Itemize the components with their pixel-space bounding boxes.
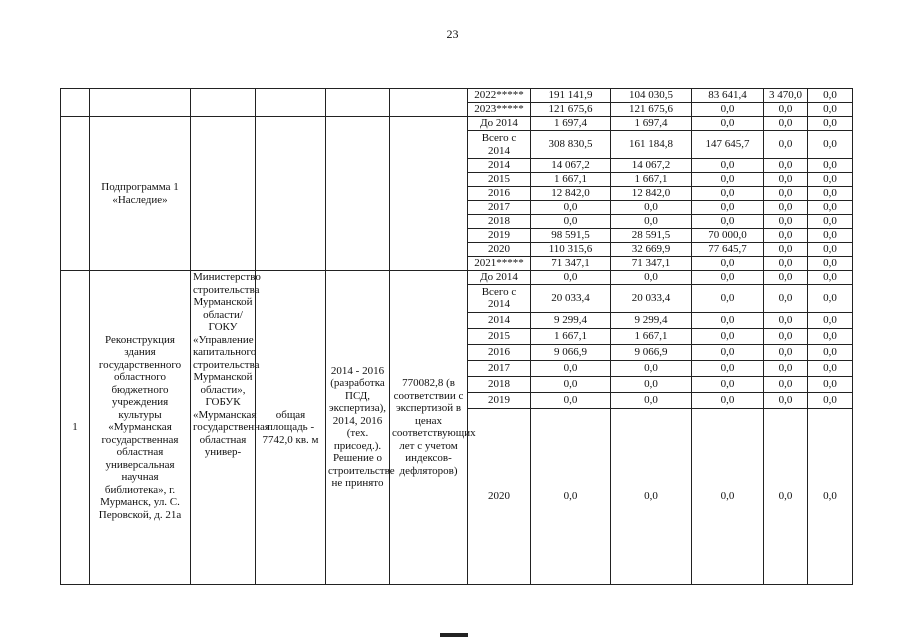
value-cell: 0,0	[764, 131, 808, 159]
year-cell: 2023*****	[468, 103, 531, 117]
value-cell: 0,0	[764, 187, 808, 201]
value-cell: 0,0	[692, 159, 764, 173]
empty-cell	[390, 117, 468, 271]
year-cell: 2022*****	[468, 89, 531, 103]
value-cell: 0,0	[808, 131, 853, 159]
value-cell: 0,0	[611, 271, 692, 285]
value-cell: 0,0	[764, 328, 808, 344]
value-cell: 0,0	[764, 257, 808, 271]
value-cell: 0,0	[692, 257, 764, 271]
total-cell: 110 315,6	[531, 243, 611, 257]
value-cell: 0,0	[808, 187, 853, 201]
value-cell: 71 347,1	[611, 257, 692, 271]
value-cell: 0,0	[764, 117, 808, 131]
value-cell: 0,0	[692, 392, 764, 408]
value-cell: 0,0	[808, 408, 853, 584]
value-cell: 0,0	[808, 360, 853, 376]
year-cell: 2018	[468, 215, 531, 229]
year-cell: 2016	[468, 344, 531, 360]
empty-cell	[390, 89, 468, 117]
value-cell: 1 667,1	[611, 328, 692, 344]
value-cell: 0,0	[764, 344, 808, 360]
value-cell: 0,0	[808, 201, 853, 215]
total-cell: 98 591,5	[531, 229, 611, 243]
value-cell: 0,0	[692, 408, 764, 584]
value-cell: 104 030,5	[611, 89, 692, 103]
total-cell: 0,0	[531, 201, 611, 215]
value-cell: 0,0	[692, 360, 764, 376]
empty-cell	[326, 117, 390, 271]
value-cell: 20 033,4	[611, 284, 692, 312]
value-cell: 12 842,0	[611, 187, 692, 201]
value-cell: 0,0	[764, 159, 808, 173]
value-cell: 0,0	[808, 392, 853, 408]
value-cell: 3 470,0	[764, 89, 808, 103]
total-cell: 191 141,9	[531, 89, 611, 103]
value-cell: 0,0	[808, 89, 853, 103]
value-cell: 0,0	[692, 215, 764, 229]
empty-cell	[326, 89, 390, 117]
year-cell: 2016	[468, 187, 531, 201]
total-cell: 121 675,6	[531, 103, 611, 117]
total-cell: 9 066,9	[531, 344, 611, 360]
total-cell: 20 033,4	[531, 284, 611, 312]
value-cell: 121 675,6	[611, 103, 692, 117]
total-cell: 0,0	[531, 271, 611, 285]
budget-table	[60, 88, 853, 585]
year-cell: До 2014	[468, 117, 531, 131]
page-edge-mark	[440, 633, 468, 637]
value-cell: 0,0	[764, 360, 808, 376]
subprogram-name: Подпрограмма 1 «Наследие»	[90, 117, 191, 271]
empty-cell	[61, 117, 90, 271]
value-cell: 0,0	[611, 376, 692, 392]
value-cell: 0,0	[692, 344, 764, 360]
value-cell: 0,0	[764, 271, 808, 285]
total-cell: 0,0	[531, 215, 611, 229]
value-cell: 0,0	[692, 201, 764, 215]
empty-cell	[256, 117, 326, 271]
total-cell: 14 067,2	[531, 159, 611, 173]
value-cell: 0,0	[808, 243, 853, 257]
value-cell: 0,0	[692, 284, 764, 312]
value-cell: 1 667,1	[611, 173, 692, 187]
total-cell: 0,0	[531, 376, 611, 392]
value-cell: 0,0	[764, 376, 808, 392]
year-cell: Всего с 2014	[468, 131, 531, 159]
year-cell: 2017	[468, 360, 531, 376]
total-cell: 1 697,4	[531, 117, 611, 131]
value-cell: 0,0	[764, 173, 808, 187]
total-cell: 71 347,1	[531, 257, 611, 271]
value-cell: 9 066,9	[611, 344, 692, 360]
total-cell: 0,0	[531, 360, 611, 376]
value-cell: 0,0	[692, 312, 764, 328]
value-cell: 70 000,0	[692, 229, 764, 243]
empty-cell	[90, 89, 191, 117]
empty-cell	[61, 89, 90, 117]
total-cell: 1 667,1	[531, 328, 611, 344]
value-cell: 0,0	[692, 376, 764, 392]
cost: 770082,8 (в соответствии с экспертизой в ценах соответствующих лет с учетом индексов-дефляторов)	[390, 271, 468, 585]
total-cell: 12 842,0	[531, 187, 611, 201]
value-cell: 0,0	[611, 360, 692, 376]
value-cell: 147 645,7	[692, 131, 764, 159]
value-cell: 0,0	[764, 312, 808, 328]
year-cell: 2020	[468, 243, 531, 257]
value-cell: 0,0	[692, 328, 764, 344]
empty-cell	[256, 89, 326, 117]
year-cell: 2014	[468, 159, 531, 173]
value-cell: 32 669,9	[611, 243, 692, 257]
year-cell: 2015	[468, 328, 531, 344]
year-cell: 2021*****	[468, 257, 531, 271]
value-cell: 0,0	[808, 312, 853, 328]
year-cell: 2020	[468, 408, 531, 584]
value-cell: 0,0	[808, 284, 853, 312]
table-body	[61, 89, 853, 585]
value-cell: 0,0	[611, 201, 692, 215]
empty-cell	[191, 89, 256, 117]
table-row	[61, 271, 853, 285]
item-number: 1	[61, 271, 90, 585]
year-cell: 2015	[468, 173, 531, 187]
year-cell: 2017	[468, 201, 531, 215]
value-cell: 9 299,4	[611, 312, 692, 328]
value-cell: 83 641,4	[692, 89, 764, 103]
value-cell: 0,0	[764, 201, 808, 215]
value-cell: 0,0	[692, 103, 764, 117]
value-cell: 0,0	[808, 344, 853, 360]
value-cell: 0,0	[808, 229, 853, 243]
value-cell: 0,0	[808, 271, 853, 285]
total-cell: 0,0	[531, 392, 611, 408]
year-cell: 2018	[468, 376, 531, 392]
value-cell: 14 067,2	[611, 159, 692, 173]
value-cell: 0,0	[611, 215, 692, 229]
value-cell: 0,0	[808, 103, 853, 117]
value-cell: 77 645,7	[692, 243, 764, 257]
value-cell: 0,0	[692, 117, 764, 131]
period: 2014 - 2016 (разработка ПСД, экспертиза), 2014, 2016 (тех. присоед.). Решение о строительстве не принято	[326, 271, 390, 585]
total-cell: 1 667,1	[531, 173, 611, 187]
capacity: общая площадь - 7742,0 кв. м	[256, 271, 326, 585]
value-cell: 0,0	[692, 271, 764, 285]
value-cell: 0,0	[692, 187, 764, 201]
value-cell: 0,0	[808, 328, 853, 344]
value-cell: 0,0	[764, 215, 808, 229]
year-cell: До 2014	[468, 271, 531, 285]
value-cell: 0,0	[808, 173, 853, 187]
table-row	[61, 89, 853, 103]
value-cell: 0,0	[611, 392, 692, 408]
value-cell: 28 591,5	[611, 229, 692, 243]
value-cell: 0,0	[808, 215, 853, 229]
value-cell: 0,0	[764, 229, 808, 243]
value-cell: 0,0	[764, 392, 808, 408]
year-cell: Всего с 2014	[468, 284, 531, 312]
executor: Министерство строительства Мурманской области/ ГОКУ «Управление капитального строительства Мурманской области», ГОБУК «Мурманская государственная областная универ-	[191, 271, 256, 585]
value-cell: 0,0	[808, 117, 853, 131]
year-cell: 2014	[468, 312, 531, 328]
value-cell: 0,0	[808, 257, 853, 271]
table-row	[61, 117, 853, 131]
total-cell: 0,0	[531, 408, 611, 584]
empty-cell	[191, 117, 256, 271]
value-cell: 0,0	[764, 284, 808, 312]
value-cell: 0,0	[692, 173, 764, 187]
value-cell: 0,0	[764, 408, 808, 584]
value-cell: 0,0	[764, 243, 808, 257]
value-cell: 0,0	[808, 376, 853, 392]
total-cell: 308 830,5	[531, 131, 611, 159]
year-cell: 2019	[468, 392, 531, 408]
value-cell: 0,0	[611, 408, 692, 584]
year-cell: 2019	[468, 229, 531, 243]
value-cell: 0,0	[808, 159, 853, 173]
value-cell: 161 184,8	[611, 131, 692, 159]
page-number: 23	[446, 27, 459, 41]
item-name: Реконструкция здания государственного областного бюджетного учреждения культуры «Мурманская государственная областная универсальная научная библиотека», г. Мурманск, ул. С. Перовской, д. 21а	[90, 271, 191, 585]
total-cell: 9 299,4	[531, 312, 611, 328]
value-cell: 1 697,4	[611, 117, 692, 131]
value-cell: 0,0	[764, 103, 808, 117]
